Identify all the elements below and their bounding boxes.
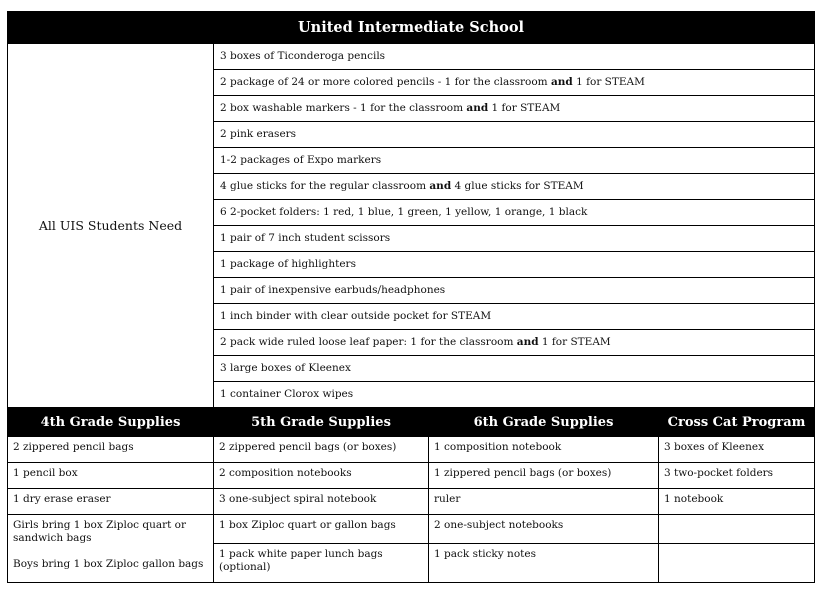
grade-cell: 1 zippered pencil bags (or boxes) (429, 463, 659, 489)
supply-item-post: 1 for STEAM (488, 102, 561, 114)
supply-item (214, 44, 815, 70)
header-4th-grade: 4th Grade Supplies (8, 408, 214, 437)
supply-item (214, 200, 815, 226)
grade-row (8, 463, 815, 489)
header-5th-grade: 5th Grade Supplies (214, 408, 429, 437)
supply-item-pre: 2 pink erasers (220, 128, 297, 140)
supply-item-pre: 3 boxes of Ticonderoga pencils (220, 50, 386, 62)
supply-item-pre: 1 pair of 7 inch student scissors (220, 232, 391, 244)
supply-item (214, 278, 815, 304)
supply-item-pre: 3 large boxes of Kleenex (220, 362, 351, 374)
grade-cell: 1 composition notebook (429, 437, 659, 463)
grade-header-row (8, 408, 815, 437)
grade-cell: 1 pencil box (8, 463, 214, 489)
title-row (8, 12, 815, 44)
supply-item (214, 304, 815, 330)
supply-item-pre: 1 package of highlighters (220, 258, 356, 270)
grade-cell: 2 one-subject notebooks (429, 515, 659, 544)
supply-item (214, 330, 815, 356)
header-6th-grade: 6th Grade Supplies (429, 408, 659, 437)
grade-cell: 3 boxes of Kleenex (659, 437, 815, 463)
supply-item-post: 1 for STEAM (538, 336, 611, 348)
grade-cell: 2 composition notebooks (214, 463, 429, 489)
boys-bags-text: Boys bring 1 box Ziploc gallon bags (13, 558, 204, 570)
supply-list-document (7, 11, 814, 583)
header-cross-cat: Cross Cat Program (659, 408, 815, 437)
supply-item-pre: 1 pair of inexpensive earbuds/headphones (220, 284, 446, 296)
supply-item (214, 96, 815, 122)
supply-item-pre: 1-2 packages of Expo markers (220, 154, 382, 166)
supply-item-pre: 1 inch binder with clear outside pocket for STEAM (220, 310, 492, 322)
all-students-label: All UIS Students Need (8, 44, 214, 408)
supply-item (214, 252, 815, 278)
supply-item-bold: and (466, 102, 489, 114)
supply-item-pre: 6 2-pocket folders: 1 red, 1 blue, 1 green, 1 yellow, 1 orange, 1 black (220, 206, 588, 218)
supply-item-pre: 2 package of 24 or more colored pencils - 1 for the classroom (220, 76, 551, 88)
supply-item-bold: and (516, 336, 539, 348)
girls-bags-text: Girls bring 1 box Ziploc quart or sandwich bags (13, 519, 187, 544)
grade-cell (659, 544, 815, 583)
supply-item-pre: 2 pack wide ruled loose leaf paper: 1 for the classroom (220, 336, 517, 348)
supply-item (214, 148, 815, 174)
supply-item (214, 122, 815, 148)
supply-item-bold: and (429, 180, 452, 192)
supply-table (7, 11, 815, 583)
school-title: United Intermediate School (8, 12, 815, 44)
grade-row (8, 515, 815, 544)
grade-cell: 2 zippered pencil bags (or boxes) (214, 437, 429, 463)
supply-item (214, 226, 815, 252)
grade-cell: 1 notebook (659, 489, 815, 515)
grade-cell (659, 515, 815, 544)
all-students-section (8, 44, 815, 408)
supply-item-post: 1 for STEAM (572, 76, 645, 88)
grade-cell: 1 pack sticky notes (429, 544, 659, 583)
grade-cell: 1 pack white paper lunch bags (optional) (214, 544, 429, 583)
grade-cell: 1 dry erase eraser (8, 489, 214, 515)
supply-item-pre: 2 box washable markers - 1 for the classroom (220, 102, 467, 114)
grade-cell: 3 two-pocket folders (659, 463, 815, 489)
grade-cell: 2 zippered pencil bags (8, 437, 214, 463)
supply-item-post: 4 glue sticks for STEAM (451, 180, 584, 192)
grade-cell-4th-bags (8, 515, 214, 583)
grade-row (8, 437, 815, 463)
supply-item (214, 356, 815, 382)
supply-item (214, 174, 815, 200)
grade-cell: ruler (429, 489, 659, 515)
supply-item (214, 382, 815, 408)
grade-cell: 3 one-subject spiral notebook (214, 489, 429, 515)
need-row (8, 44, 815, 70)
supply-item-pre: 1 container Clorox wipes (220, 388, 354, 400)
grade-row (8, 489, 815, 515)
supply-item (214, 70, 815, 96)
grade-cell: 1 box Ziploc quart or gallon bags (214, 515, 429, 544)
supply-item-pre: 4 glue sticks for the regular classroom (220, 180, 430, 192)
supply-item-bold: and (550, 76, 573, 88)
